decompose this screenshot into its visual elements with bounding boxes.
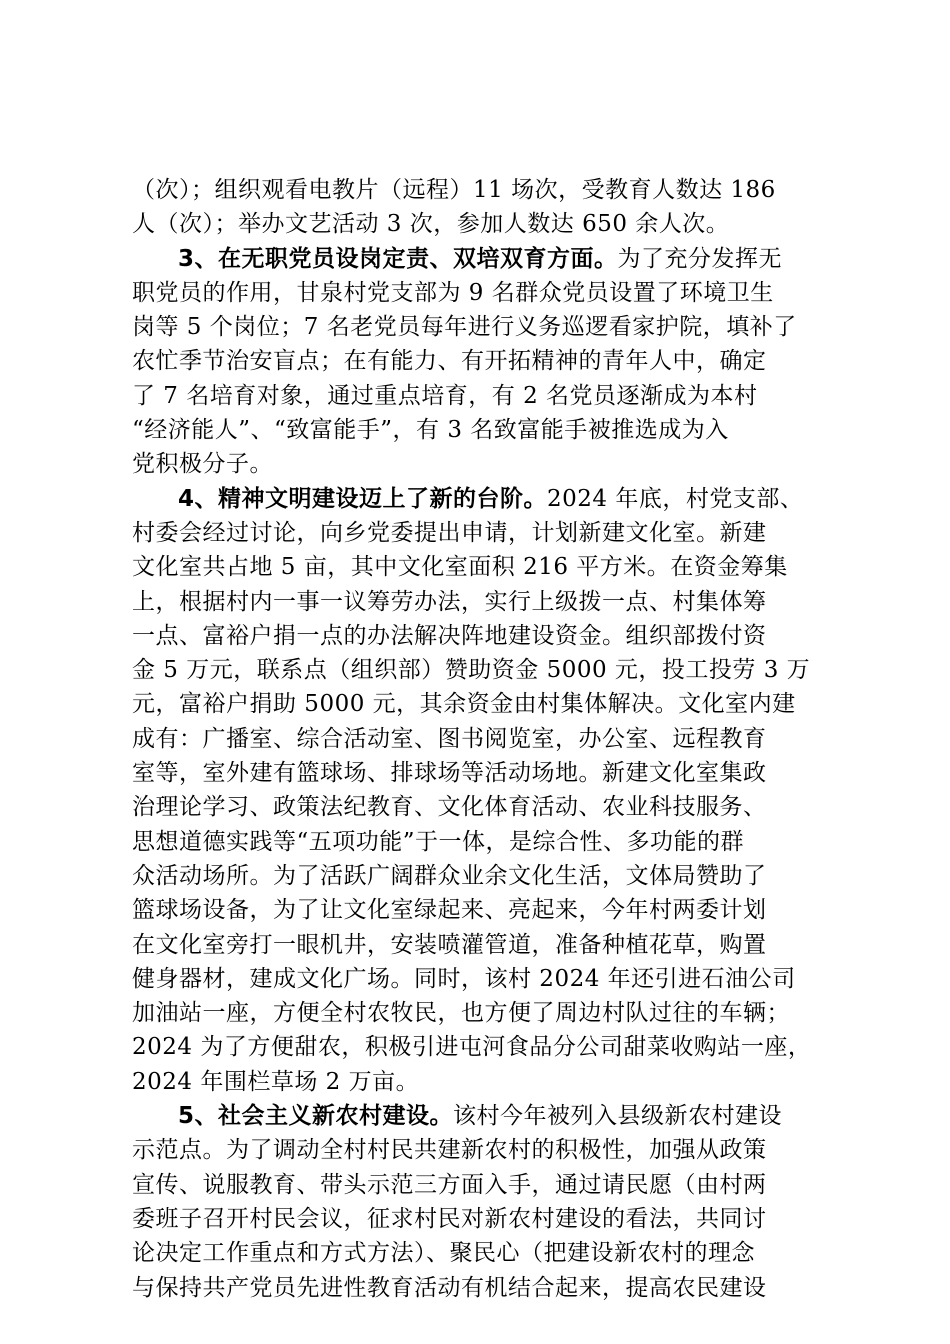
document-page bbox=[132, 173, 832, 1305]
text-line: 示范点。为了调动全村村民共建新农村的积极性，加强从政策 bbox=[132, 1137, 767, 1164]
text-line: 文化室共占地 5 亩，其中文化室面积 216 平方米。在资金筹集 bbox=[132, 554, 788, 581]
text-line: 论决定工作重点和方式方法）、聚民心（把建设新农村的理念 bbox=[132, 1240, 755, 1267]
text-line: 健身器材，建成文化广场。同时，该村 2024 年还引进石油公司 bbox=[132, 965, 796, 992]
text-line: 治理论学习、政策法纪教育、文化体育活动、农业科技服务、 bbox=[132, 794, 767, 821]
text-line: 元，富裕户捐助 5000 元，其余资金由村集体解决。文化室内建 bbox=[132, 691, 796, 718]
text-line: 党积极分子。 bbox=[132, 451, 273, 478]
paragraph-first-line bbox=[132, 242, 832, 276]
paragraph-section-3 bbox=[132, 242, 832, 482]
text-line: 成有：广播室、综合活动室、图书阅览室，办公室、远程教育 bbox=[132, 725, 767, 752]
paragraph-first-line bbox=[132, 1099, 832, 1133]
text-line: 了 7 名培育对象，通过重点培育，有 2 名党员逐渐成为本村 bbox=[132, 382, 758, 409]
text-line: 村委会经过讨论，向乡党委提出申请，计划新建文化室。新建 bbox=[132, 519, 767, 546]
text-line: 与保持共产党员先进性教育活动有机结合起来，提高农民建设 bbox=[132, 1274, 767, 1301]
text-line: （次）；组织观看电教片（远程）11 场次，受教育人数达 186 bbox=[132, 177, 776, 203]
text-line: 农忙季节治安盲点；在有能力、有开拓精神的青年人中，确定 bbox=[132, 348, 767, 375]
text-line: 在文化室旁打一眼机井，安装喷灌管道，准备种植花草，购置 bbox=[132, 931, 767, 958]
text-line: 人（次）；举办文艺活动 3 次，参加人数达 650 余人次。 bbox=[132, 211, 730, 238]
text-line: 一点、富裕户捐一点的办法解决阵地建设资金。组织部拨付资 bbox=[132, 622, 767, 649]
section-heading: 3、在无职党员设岗定责、双培双育方面。 bbox=[178, 245, 618, 272]
text-fragment: 为了充分发挥无 bbox=[617, 245, 783, 272]
section-heading: 5、社会主义新农村建设。 bbox=[178, 1103, 454, 1130]
text-line: “经济能人”、“致富能手”，有 3 名致富能手被推选成为入 bbox=[132, 417, 729, 444]
text-fragment: 该村今年被列入县级新农村建设 bbox=[453, 1103, 783, 1130]
text-line: 加油站一座，方便全村农牧民，也方便了周边村队过往的车辆； bbox=[132, 1000, 790, 1027]
paragraph-section-5 bbox=[132, 1099, 832, 1305]
text-line: 职党员的作用，甘泉村党支部为 9 名群众党员设置了环境卫生 bbox=[132, 279, 774, 306]
text-line: 2024 为了方便甜农，积极引进屯河食品分公司甜菜收购站一座， bbox=[132, 1034, 812, 1061]
text-line: 众活动场所。为了活跃广阔群众业余文化生活，文体局赞助了 bbox=[132, 862, 767, 889]
paragraph-continuation bbox=[132, 173, 832, 242]
text-line: 2024 年围栏草场 2 万亩。 bbox=[132, 1068, 420, 1095]
text-line: 岗等 5 个岗位；7 名老党员每年进行义务巡逻看家护院，填补了 bbox=[132, 314, 797, 341]
paragraph-first-line bbox=[132, 482, 832, 516]
section-heading: 4、精神文明建设迈上了新的台阶。 bbox=[178, 485, 548, 512]
text-line: 室等，室外建有篮球场、排球场等活动场地。新建文化室集政 bbox=[132, 760, 767, 787]
text-fragment: 2024 年底，村党支部、 bbox=[547, 485, 804, 512]
text-line: 篮球场设备，为了让文化室绿起来、亮起来，今年村两委计划 bbox=[132, 897, 767, 924]
paragraph-section-4 bbox=[132, 482, 832, 1099]
text-line: 委班子召开村民会议，征求村民对新农村建设的看法，共同讨 bbox=[132, 1205, 767, 1232]
text-line: 宣传、说服教育、带头示范三方面入手，通过请民愿（由村两 bbox=[132, 1171, 767, 1198]
text-line: 金 5 万元，联系点（组织部）赞助资金 5000 元，投工投劳 3 万 bbox=[132, 657, 811, 684]
text-line: 思想道德实践等“五项功能”于一体，是综合性、多功能的群 bbox=[132, 828, 745, 855]
text-line: 上，根据村内一事一议筹劳办法，实行上级拨一点、村集体筹 bbox=[132, 588, 767, 615]
